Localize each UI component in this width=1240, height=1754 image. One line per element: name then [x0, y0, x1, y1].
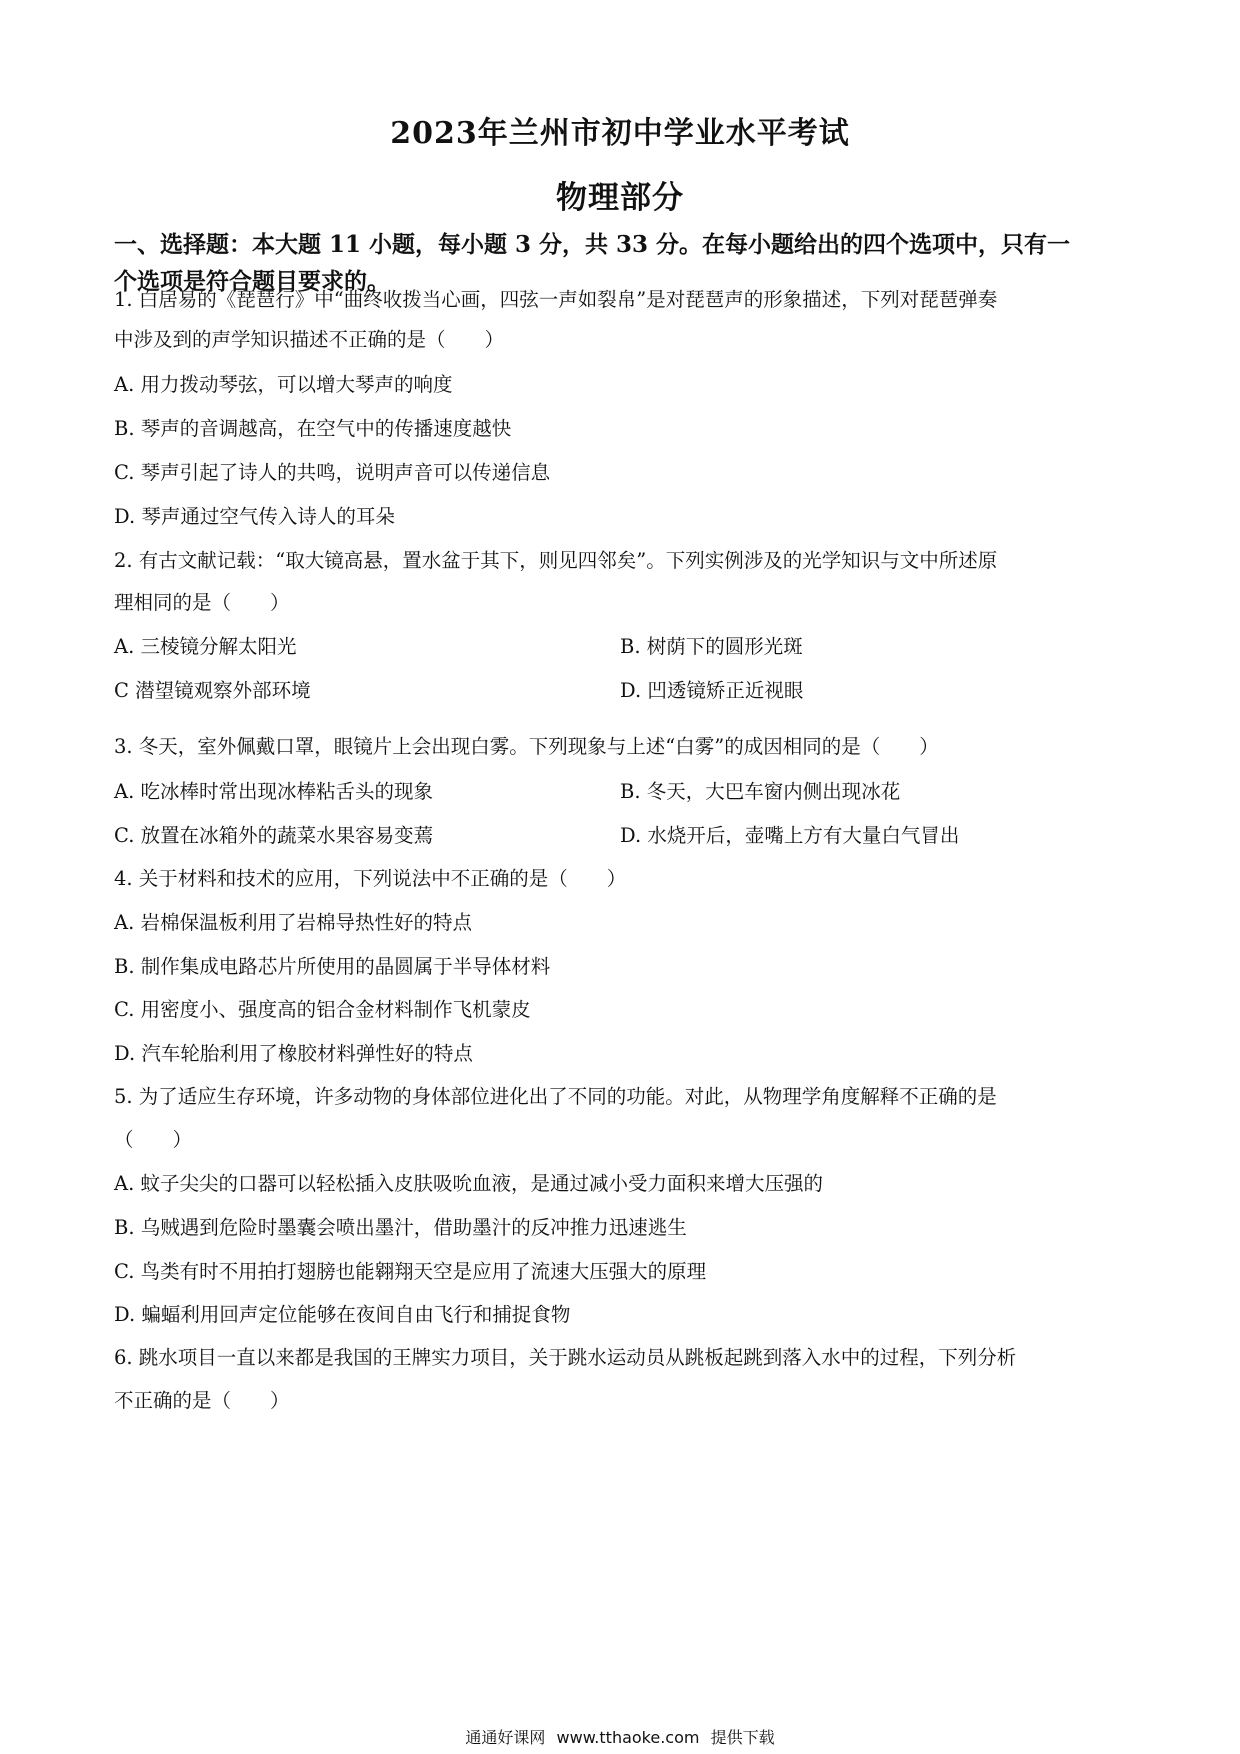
- page-title: 2023年兰州市初中学业水平考试: [390, 116, 850, 151]
- question-2-option-a: A. 三棱镜分解太阳光: [114, 635, 297, 658]
- question-4-option-c: C. 用密度小、强度高的铝合金材料制作飞机蒙皮: [114, 998, 531, 1021]
- question-5-stem: 5. 为了适应生存环境，许多动物的身体部位进化出了不同的功能。对此，从物理学角度解释不正确的是: [114, 1085, 997, 1108]
- question-6-stem: 不正确的是（ ）: [114, 1389, 290, 1412]
- question-2-option-b: B. 树荫下的圆形光斑: [620, 635, 803, 658]
- question-2-stem: 理相同的是（ ）: [114, 591, 290, 614]
- question-1-option-c: C. 琴声引起了诗人的共鸣，说明声音可以传递信息: [114, 461, 551, 484]
- question-1-option-d: D. 琴声通过空气传入诗人的耳朵: [114, 505, 395, 528]
- question-5-option-a: A. 蚊子尖尖的口器可以轻松插入皮肤吸吮血液，是通过减小受力面积来增大压强的: [114, 1172, 823, 1195]
- question-2-stem: 2. 有古文献记载：“取大镜高悬，置水盆于其下，则见四邻矣”。下列实例涉及的光学知识与文中所述原: [114, 549, 998, 572]
- question-5-option-c: C. 鸟类有时不用拍打翅膀也能翱翔天空是应用了流速大压强大的原理: [114, 1260, 707, 1283]
- question-6-stem: 6. 跳水项目一直以来都是我国的王牌实力项目，关于跳水运动员从跳板起跳到落入水中的过程，下列分析: [114, 1346, 1017, 1369]
- question-4-option-b: B. 制作集成电路芯片所使用的晶圆属于半导体材料: [114, 955, 551, 978]
- footer-note: 提供下载: [710, 1728, 775, 1747]
- question-3-option-a: A. 吃冰棒时常出现冰棒粘舌头的现象: [114, 780, 433, 803]
- question-3-stem: 3. 冬天，室外佩戴口罩，眼镜片上会出现白雾。下列现象与上述“白雾”的成因相同的是（ ）: [114, 735, 939, 758]
- question-3-option-b: B. 冬天，大巴车窗内侧出现冰花: [620, 780, 901, 803]
- section-heading-line: 一、选择题：本大题 11 小题，每小题 3 分，共 33 分。在每小题给出的四个选项中，只有一: [114, 231, 1071, 258]
- question-1-option-a: A. 用力拨动琴弦，可以增大琴声的响度: [114, 373, 453, 396]
- question-3-option-c: C. 放置在冰箱外的蔬菜水果容易变蔫: [114, 824, 434, 847]
- question-1-stem: 1. 白居易的《琵琶行》中“曲终收拨当心画，四弦一声如裂帛”是对琵琶声的形象描述，下列对琵琶弹奏: [114, 288, 998, 311]
- footer-url[interactable]: www.tthaoke.com: [556, 1728, 700, 1747]
- question-4-stem: 4. 关于材料和技术的应用，下列说法中不正确的是（ ）: [114, 867, 627, 890]
- section-heading-line: 个选项是符合题目要求的。: [114, 268, 390, 295]
- question-2-option-c: C 潜望镜观察外部环境: [114, 679, 311, 702]
- question-5-option-b: B. 乌贼遇到危险时墨囊会喷出墨汁，借助墨汁的反冲推力迅速逃生: [114, 1216, 687, 1239]
- page-footer: [0, 1725, 1240, 1748]
- page-subtitle: 物理部分: [556, 180, 684, 216]
- footer-site-name: 通通好课网: [465, 1728, 546, 1747]
- question-2-option-d: D. 凹透镜矫正近视眼: [620, 679, 804, 702]
- question-3-option-d: D. 水烧开后，壶嘴上方有大量白气冒出: [620, 824, 960, 847]
- question-5-option-d: D. 蝙蝠利用回声定位能够在夜间自由飞行和捕捉食物: [114, 1303, 571, 1326]
- question-4-option-a: A. 岩棉保温板利用了岩棉导热性好的特点: [114, 911, 472, 934]
- question-5-stem: （ ）: [114, 1128, 193, 1151]
- question-4-option-d: D. 汽车轮胎利用了橡胶材料弹性好的特点: [114, 1042, 473, 1065]
- question-1-option-b: B. 琴声的音调越高，在空气中的传播速度越快: [114, 417, 512, 440]
- question-1-stem: 中涉及到的声学知识描述不正确的是（ ）: [114, 328, 505, 351]
